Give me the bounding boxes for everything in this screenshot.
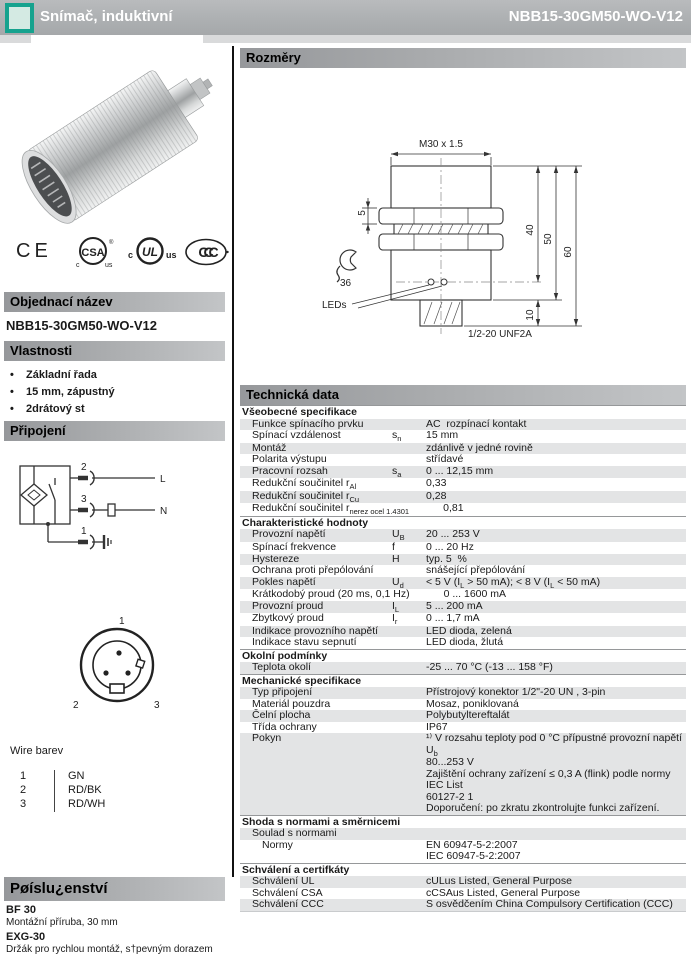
- spec-value: 0 ... 1,7 mA: [426, 612, 480, 625]
- spec-label: Spínací frekvence: [252, 541, 337, 554]
- led-indicator: [441, 279, 447, 285]
- spec-group-header: Všeobecné specifikace: [240, 405, 686, 419]
- spec-symbol: $I_L$: [392, 599, 400, 614]
- spec-symbol: f: [392, 541, 395, 554]
- dim-10-label: 10: [525, 309, 536, 321]
- spec-label: Indikace provozního napětí: [252, 624, 379, 637]
- keyway-notch: [110, 684, 124, 693]
- wire-row: 1 GN: [20, 770, 85, 782]
- ground-icon: [104, 535, 111, 549]
- terminal-1-label: 1: [81, 526, 87, 537]
- svg-text:CSA: CSA: [81, 247, 105, 259]
- spec-label: Čelní plocha: [252, 709, 311, 722]
- spec-label: Ochrana proti přepólování: [252, 564, 374, 577]
- spec-label: Pracovní rozsah: [252, 464, 328, 477]
- section-order-name: Objednací název: [4, 292, 225, 312]
- line-N-label: N: [160, 506, 168, 517]
- section-connection: Připojení: [4, 421, 225, 441]
- spec-value: Polybutyltereftalát: [426, 709, 510, 722]
- terminal-2-label: 2: [81, 462, 87, 473]
- wire-table-divider: [54, 770, 55, 812]
- spec-value: LED dioda, žlutá: [426, 636, 504, 649]
- ccc-mark-logo: [184, 238, 230, 266]
- csa-mark-logo: [68, 235, 118, 269]
- spec-group-header: Schválení a certifkáty: [240, 863, 686, 877]
- bullet-icon: •: [10, 369, 14, 381]
- spec-value: Přístrojový konektor 1/2"-20 UN , 3-pin: [426, 686, 606, 699]
- nut-dim-label: 5: [357, 210, 368, 216]
- spec-value: 15 mm: [426, 429, 459, 441]
- column-separator: [232, 46, 234, 877]
- spec-label: Funkce spínacího prvku: [252, 417, 364, 430]
- certification-logos: [10, 238, 224, 269]
- spec-value: snášející přepólování: [426, 564, 526, 577]
- dimension-drawing: [316, 136, 688, 341]
- spec-row: [240, 503, 686, 516]
- spec-label: Normy: [262, 838, 293, 851]
- spec-value: typ. 5 %: [426, 552, 467, 565]
- spec-value: 0,33: [426, 477, 447, 490]
- spec-row: [240, 454, 686, 466]
- spec-value: střídavé: [426, 453, 464, 466]
- spec-label: Materiál pouzdra: [252, 697, 331, 710]
- page-header: [0, 0, 691, 35]
- pin-2-label: 2: [73, 700, 79, 711]
- spec-symbol: $s_a$: [392, 464, 402, 479]
- bullet-icon: •: [10, 403, 14, 415]
- spec-row: [240, 589, 686, 601]
- spec-row: [240, 662, 686, 674]
- header-divider-notch: [31, 35, 203, 43]
- leds-label: LEDs: [322, 300, 347, 311]
- spec-label: Schválení CSA: [252, 886, 323, 899]
- spec-label: Provozní proud: [252, 599, 324, 612]
- section-technical-data: Technická data: [240, 385, 686, 405]
- spec-value: 20 ... 253 V: [426, 528, 480, 541]
- feature-item: • Základní řada: [10, 367, 220, 384]
- spec-symbol: $U_B$: [392, 528, 405, 543]
- spec-row: [240, 542, 686, 554]
- spec-group-header: Okolní podmínky: [240, 649, 686, 663]
- spec-label: Krátkodobý proud (20 ms, 0,1 Hz): [252, 588, 410, 601]
- section-features: Vlastnosti: [4, 341, 225, 361]
- section-accessories: Pøíslu¿enství: [4, 877, 225, 901]
- spec-label: Spínací vzdálenost: [252, 429, 341, 441]
- spec-row: [240, 899, 686, 911]
- wire-colors-table: [14, 769, 184, 811]
- spec-value: 5 ... 200 mA: [426, 599, 483, 612]
- spec-row: [240, 430, 686, 443]
- spec-value: LED dioda, zelená: [426, 624, 512, 637]
- accessory-name: BF 30: [6, 904, 36, 916]
- spec-value: -25 ... 70 °C (-13 ... 158 °F): [426, 661, 553, 674]
- spec-value: Mosaz, poniklovaná: [426, 697, 519, 710]
- inductive-sensor-icon: [21, 484, 47, 506]
- svg-text:®: ®: [109, 240, 114, 246]
- spec-label: Polarita výstupu: [252, 453, 327, 466]
- wire-row: 2 RD/BK: [20, 784, 102, 796]
- svg-text:CCC: CCC: [198, 244, 214, 260]
- connector-pinout: [55, 612, 179, 718]
- tech-table: [240, 405, 686, 912]
- accessory-name: EXG-30: [6, 931, 46, 943]
- spec-row: [240, 613, 686, 626]
- brand-icon: [5, 3, 34, 33]
- spec-label: Redukční součinitel $r_{Al}$: [252, 477, 357, 492]
- spec-value: AC rozpínací kontakt: [426, 417, 527, 430]
- wire-colors-title: Wire barev: [10, 745, 64, 757]
- spec-value: 0 ... 20 Hz: [426, 541, 474, 554]
- wiring-diagram: [8, 452, 208, 562]
- spec-label: Indikace stavu sepnutí: [252, 636, 357, 649]
- spec-symbol: $U_d$: [392, 575, 404, 590]
- spec-label: Zbytkový proud: [252, 612, 324, 625]
- spec-value: < 5 V ($I_L > 50$ mA); < 8 V ($I_L < 50$ mA): [426, 575, 601, 590]
- spec-value: 0 ... 1600 mA: [443, 588, 507, 601]
- spec-group-header: Mechanické specifikace: [240, 674, 686, 688]
- section-dimensions: Rozměry: [240, 48, 686, 68]
- spec-value: zdánlivě v jedné rovině: [426, 441, 533, 454]
- svg-text:c: c: [76, 262, 80, 269]
- spec-value: IP67: [426, 720, 448, 733]
- spec-label: Hystereze: [252, 552, 300, 565]
- feature-item: • 15 mm, zápustný: [10, 384, 220, 401]
- dim-40-label: 40: [525, 224, 536, 236]
- dim-50-label: 50: [543, 233, 554, 245]
- spec-label: Třída ochrany: [252, 720, 317, 733]
- spec-symbol: $s_n$: [392, 429, 402, 444]
- spec-label: Pokles napětí: [252, 575, 316, 588]
- spec-label: Schválení UL: [252, 875, 315, 888]
- spec-label: Montáž: [252, 441, 287, 454]
- svg-text:UL: UL: [142, 245, 158, 259]
- page-title: Snímač, induktivní: [40, 8, 173, 25]
- order-product-code: NBB15-30GM50-WO-V12: [6, 318, 157, 333]
- accessory-desc: Montážní příruba, 30 mm: [6, 917, 118, 928]
- wrench-size-label: 36: [340, 278, 352, 289]
- pin-1-label: 1: [119, 616, 125, 627]
- dim-60-label: 60: [563, 246, 574, 258]
- spec-value: ¹⁾ V rozsahu teploty pod 0 °C přípustné provozní napětí $U_b$ 80...253 V Zajištění ochrany zařízení ≤ 0,3 A (flink) podle normy IEC List 60127-2 1 Doporučení: po zkratu zkontrolujte funkci zařízení.: [426, 732, 685, 815]
- spec-symbol: $I_r$: [392, 612, 398, 627]
- wire-row: 3 RD/WH: [20, 798, 106, 810]
- spec-value: EN 60947-5-2:2007 IEC 60947-5-2:2007: [426, 838, 521, 863]
- accessory-list: [6, 904, 226, 958]
- spec-value: 0 ... 12,15 mm: [426, 464, 494, 477]
- product-photo: [8, 50, 224, 235]
- terminal-3-label: 3: [81, 494, 87, 505]
- spec-group-header: Charakteristické hodnoty: [240, 516, 686, 530]
- spec-row: [240, 637, 686, 649]
- spec-label: Provozní napětí: [252, 528, 326, 541]
- spec-value: cULus Listed, General Purpose: [426, 875, 572, 888]
- spec-symbol: H: [392, 552, 400, 565]
- spec-value: cCSAus Listed, General Purpose: [426, 886, 581, 899]
- spec-label: Soulad s normami: [252, 827, 337, 840]
- led-indicator: [428, 279, 434, 285]
- spec-row: [240, 840, 686, 863]
- line-L-label: L: [160, 474, 166, 485]
- feature-item: • 2drátový st: [10, 401, 220, 418]
- thread-dim-label: M30 x 1.5: [419, 139, 463, 150]
- spec-value: 0,81: [443, 502, 464, 515]
- spec-label: Teplota okolí: [252, 661, 311, 674]
- accessory-desc: Držák pro rychlou montáž, s†pevným dorazem: [6, 944, 213, 955]
- cul-mark-logo: [122, 236, 178, 268]
- ce-mark-logo: CE: [16, 240, 52, 262]
- svg-text:c: c: [128, 250, 134, 260]
- spec-row: [240, 565, 686, 577]
- connector-thread-label: 1/2-20 UNF2A: [468, 329, 532, 340]
- spec-label: Pokyn: [252, 732, 282, 745]
- spec-row: [240, 478, 686, 491]
- spec-label: Redukční součinitel $r_{Cu}$: [252, 489, 360, 504]
- svg-text:us: us: [166, 250, 177, 260]
- spec-label: Schválení CCC: [252, 898, 324, 911]
- pin-3-label: 3: [154, 700, 160, 711]
- spec-label: Typ připojení: [252, 686, 313, 699]
- spec-group-header: Shoda s normami a směrnicemi: [240, 815, 686, 829]
- spec-label: Redukční součinitel $r_{nerez ocel 1.4301}$: [252, 502, 410, 517]
- svg-text:us: us: [105, 262, 113, 269]
- spec-value: S osvědčením China Compulsory Certification (CCC): [426, 898, 673, 911]
- spec-row: [240, 733, 686, 815]
- feature-list: [10, 367, 220, 418]
- spec-value: 0,28: [426, 489, 447, 502]
- bullet-icon: •: [10, 386, 14, 398]
- header-product-code: NBB15-30GM50-WO-V12: [508, 8, 683, 25]
